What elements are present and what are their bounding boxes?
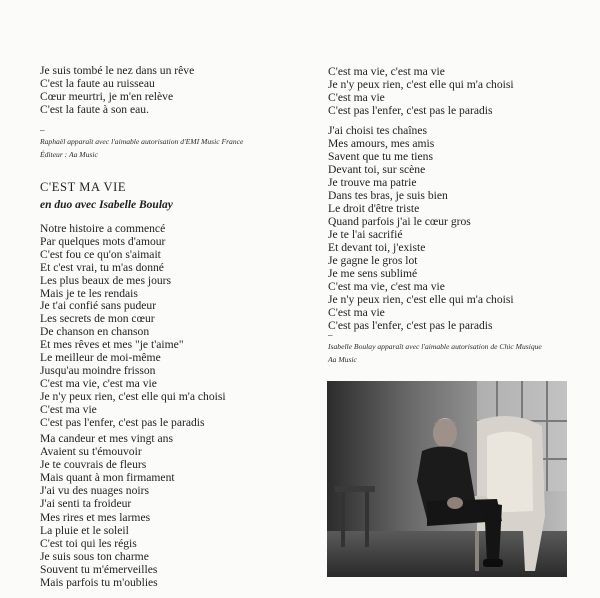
lyric-line: Ma candeur et mes vingt ans: [40, 432, 173, 445]
lyric-line: Les plus beaux de mes jours: [40, 273, 172, 287]
lyric-line: Je me sens sublimé: [328, 266, 418, 280]
lyric-line: C'est fou ce qu'on s'aimait: [40, 247, 161, 261]
lyric-line: Et devant toi, j'existe: [328, 240, 426, 254]
lyrics-stanza-r1: [328, 66, 514, 118]
lyric-line: Avaient su t'émouvoir: [40, 444, 142, 458]
lyrics-stanza-3: [40, 378, 226, 430]
lyric-line: C'est la faute à son eau.: [40, 102, 149, 116]
lyric-line: Je suis tombé le nez dans un rêve: [40, 64, 195, 77]
lyric-line: C'est pas l'enfer, c'est pas le paradis: [328, 103, 493, 117]
credit-isabelle: [328, 330, 542, 366]
lyric-line: C'est pas l'enfer, c'est pas le paradis: [328, 318, 493, 332]
lyric-line: Le droit d'être triste: [328, 202, 420, 215]
lyric-line: Souvent tu m'émerveilles: [40, 562, 158, 576]
lyric-line: Je trouve ma patrie: [328, 175, 417, 189]
lyric-line: C'est ma vie, c'est ma vie: [328, 280, 445, 293]
lyric-line: Mes rires et mes larmes: [40, 511, 151, 524]
lyric-line: J'ai senti ta froideur: [40, 496, 132, 510]
lyrics-stanza-4: [40, 433, 175, 510]
lyric-line: C'est ma vie, c'est ma vie: [40, 377, 157, 390]
lyric-line: C'est ma vie: [328, 90, 385, 104]
lyrics-stanza-r2: [328, 125, 448, 202]
lyric-line: Mes amours, mes amis: [328, 136, 435, 150]
lyric-line: Devant toi, sur scène: [328, 162, 426, 176]
lyric-line: Le meilleur de moi-même: [40, 350, 161, 364]
credit-raphael: [40, 125, 243, 161]
lyric-line: C'est pas l'enfer, c'est pas le paradis: [40, 415, 205, 429]
lyric-line: Mais parfois tu m'oublies: [40, 575, 158, 589]
lyrics-stanza-5: [40, 512, 158, 589]
lyric-line: Je te couvrais de fleurs: [40, 457, 147, 471]
lyric-line: Savent que tu me tiens: [328, 149, 433, 163]
lyric-line: Je te l'ai sacrifié: [328, 227, 403, 241]
credit-line: Isabelle Boulay apparaît avec l'aimable autorisation de Chic Musique: [328, 342, 542, 351]
lyric-line: De chanson en chanson: [40, 324, 150, 338]
credit-dash: –: [40, 125, 45, 135]
lyric-line: C'est ma vie: [328, 305, 385, 319]
lyrics-stanza-r3: [328, 203, 471, 280]
artist-photo: [327, 381, 567, 577]
credit-dash: –: [328, 330, 333, 340]
lyric-line: Je t'ai confié sans pudeur: [40, 299, 157, 312]
song-subtitle: en duo avec Isabelle Boulay: [40, 199, 173, 211]
lyric-line: C'est ma vie, c'est ma vie: [328, 65, 445, 78]
lyrics-stanza-2: [40, 300, 184, 377]
credit-publisher: Éditeur : Aa Music: [40, 150, 98, 159]
lyric-line: Mais quant à mon firmament: [40, 470, 175, 484]
lyric-line: C'est toi qui les régis: [40, 536, 137, 550]
lyric-line: J'ai choisi tes chaînes: [328, 124, 427, 137]
lyric-line: Les secrets de mon cœur: [40, 311, 155, 325]
lyrics-stanza-1: [40, 223, 171, 300]
lyrics-stanza-r4: [328, 281, 514, 333]
lyric-line: Je n'y peux rien, c'est elle qui m'a choisi: [328, 77, 514, 91]
lyric-line: Je n'y peux rien, c'est elle qui m'a choisi: [328, 292, 514, 306]
lyric-line: Et c'est vrai, tu m'as donné: [40, 260, 164, 274]
lyric-line: Je gagne le gros lot: [328, 253, 418, 267]
lyric-line: Et mes rêves et mes "je t'aime": [40, 337, 184, 351]
lyric-line: C'est la faute au ruisseau: [40, 76, 155, 90]
lyric-line: Cœur meurtri, je m'en relève: [40, 89, 174, 103]
credit-line: Raphaël apparaît avec l'aimable autorisation d'EMI Music France: [40, 137, 244, 146]
lyric-line: Jusqu'au moindre frisson: [40, 363, 156, 377]
credit-publisher: Aa Music: [328, 355, 357, 364]
lyric-line: Je n'y peux rien, c'est elle qui m'a choisi: [40, 389, 226, 403]
lyric-line: C'est ma vie: [40, 402, 97, 416]
lyric-line: Je suis sous ton charme: [40, 549, 149, 563]
lyrics-stanza-top: [40, 65, 194, 117]
song-title: C'EST MA VIE: [40, 180, 127, 194]
lyric-line: Dans tes bras, je suis bien: [328, 188, 448, 202]
lyric-line: Quand parfois j'ai le cœur gros: [328, 214, 471, 228]
artist-photo-illustration: [327, 381, 567, 577]
lyric-line: Mais je te les rendais: [40, 286, 138, 300]
lyric-line: J'ai vu des nuages noirs: [40, 483, 149, 497]
lyric-line: La pluie et le soleil: [40, 523, 129, 537]
lyric-line: Notre histoire a commencé: [40, 222, 166, 235]
lyric-line: Par quelques mots d'amour: [40, 234, 166, 248]
